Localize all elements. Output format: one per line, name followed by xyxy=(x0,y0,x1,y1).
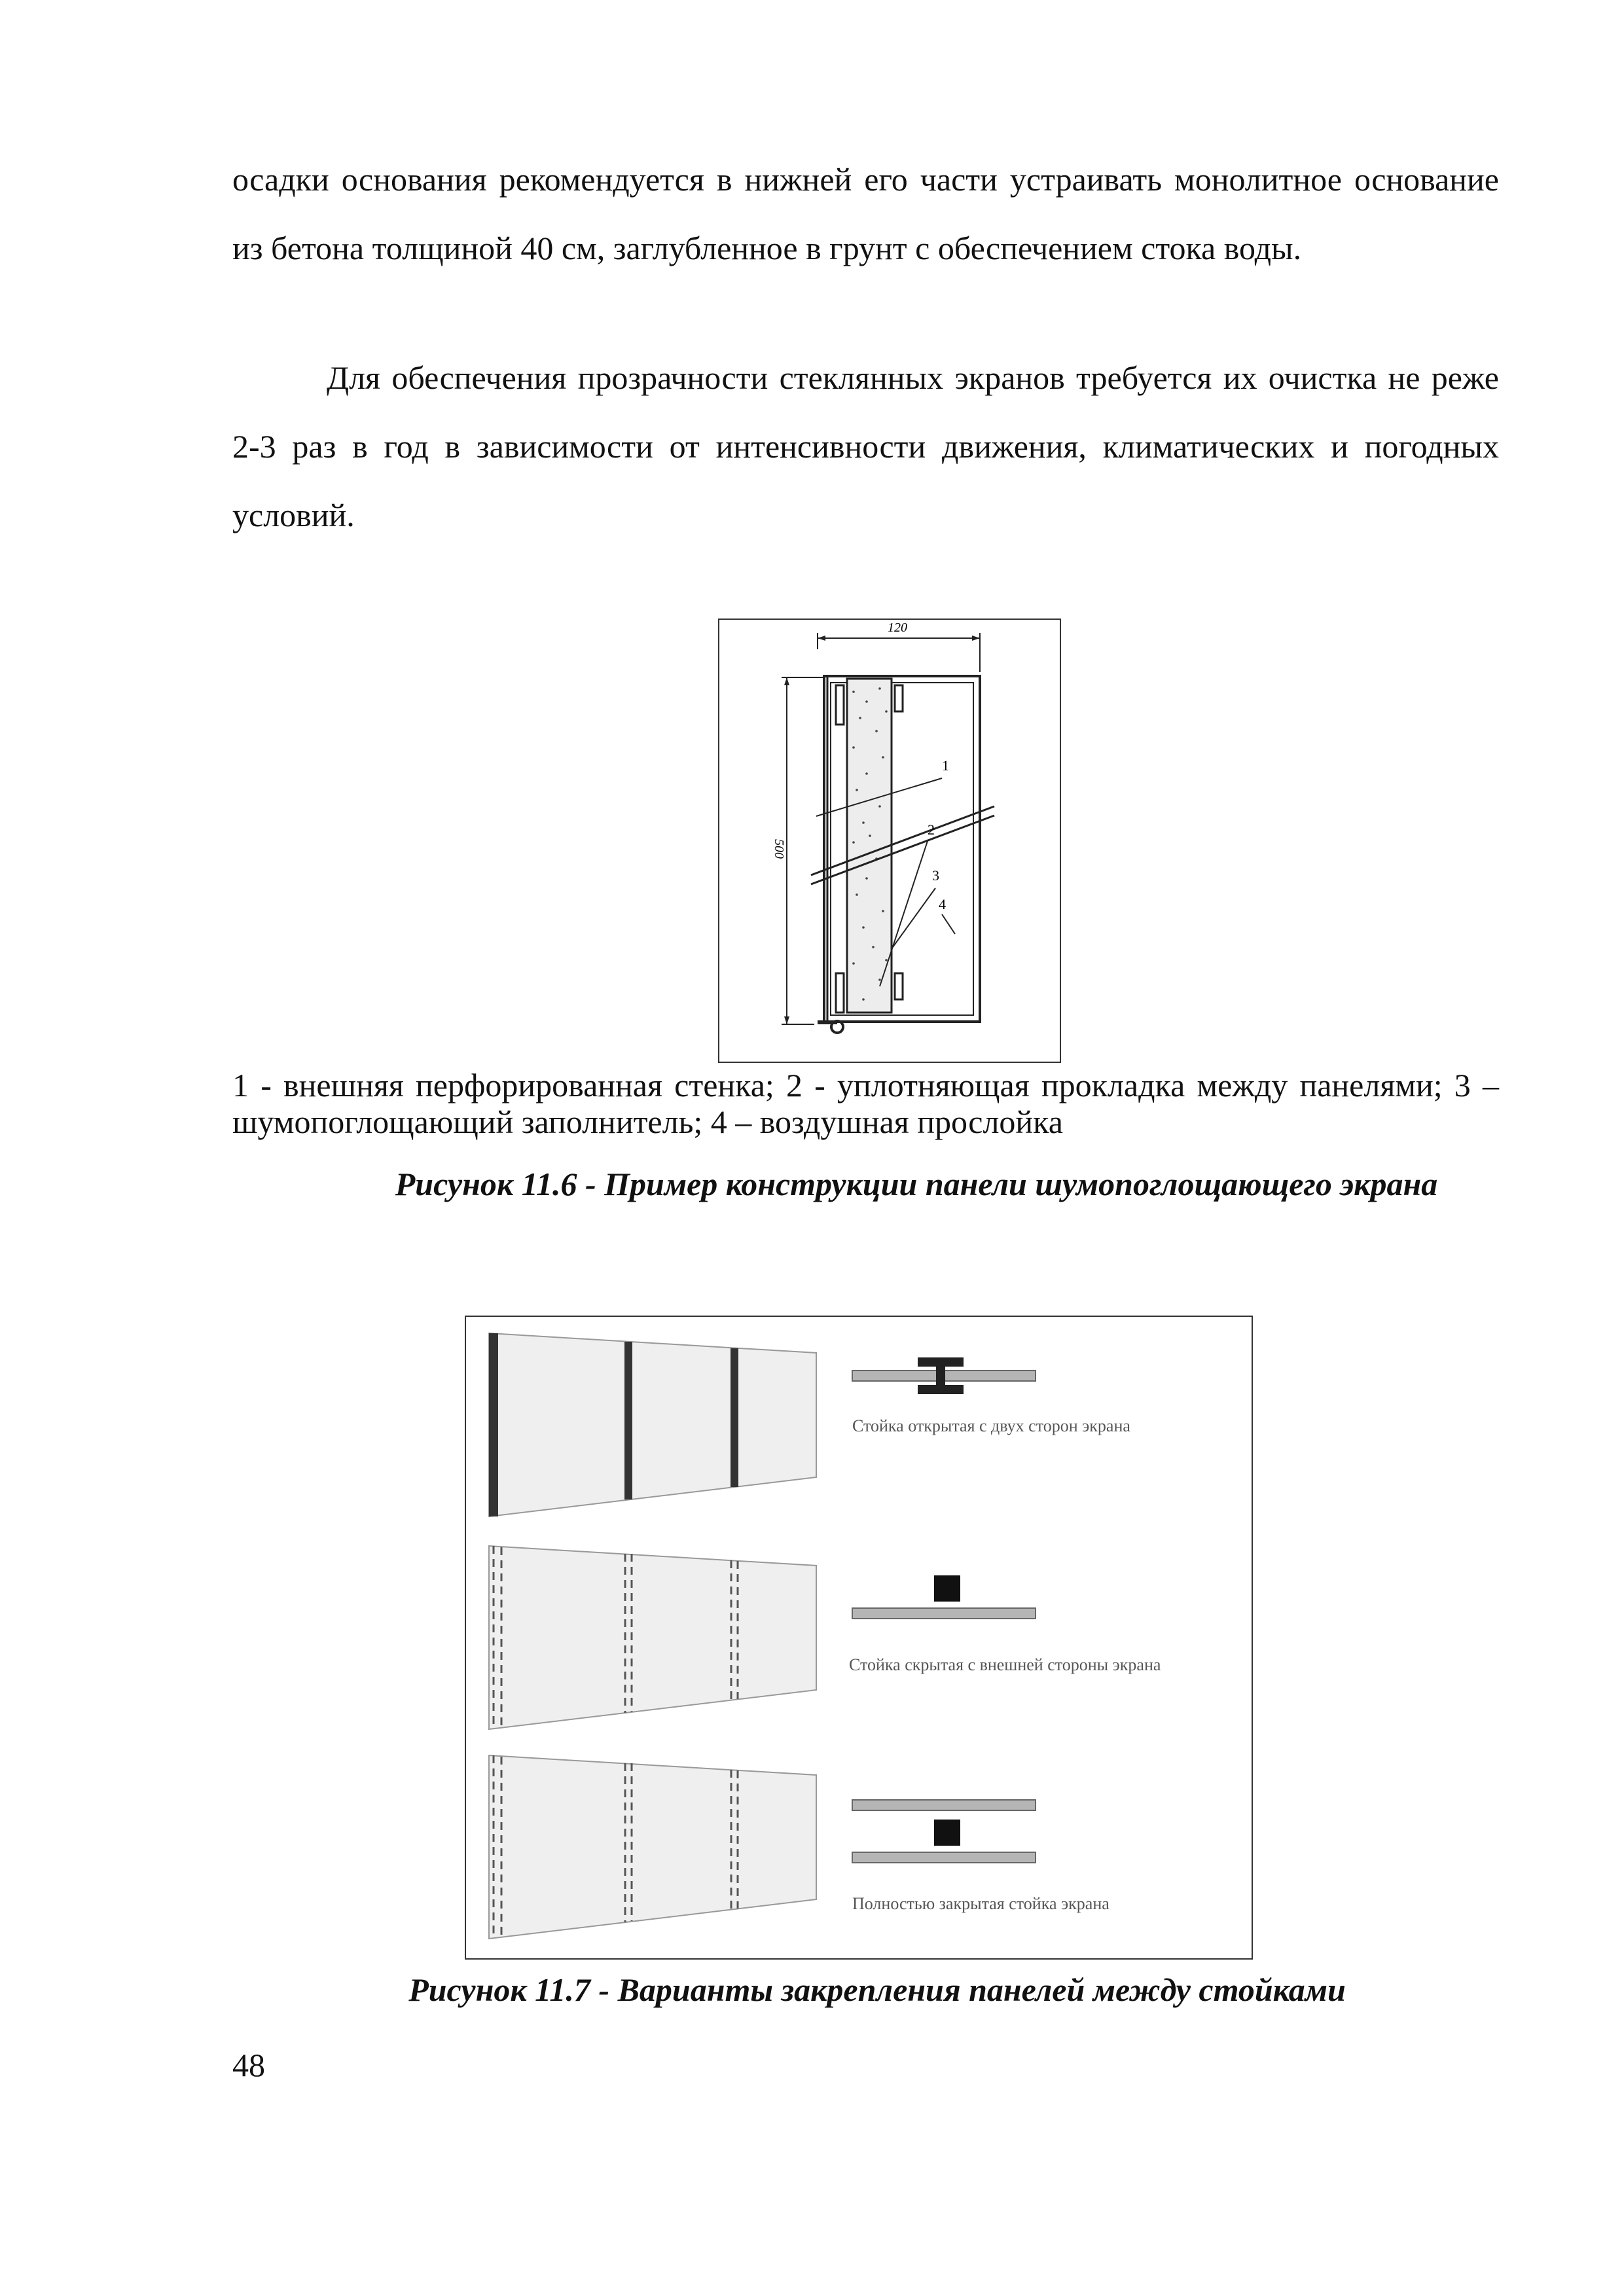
paragraph-foundation: осадки основания рекомендуется в нижней его части устраивать монолитное основание из бетона толщиной 40 см, заглубленное в грунт с обеспечением стока воды. xyxy=(232,161,1499,266)
figure1-caption: Рисунок 11.6 - Пример конструкции панели шумопоглощающего экрана xyxy=(395,1166,1438,1202)
label-1: 1 xyxy=(942,757,949,774)
variant-2-label: Стойка скрытая с внешней стороны экрана xyxy=(849,1655,1161,1674)
fastening-variants-drawing xyxy=(466,1317,1252,1958)
variant-1-panels xyxy=(489,1333,816,1516)
label-2: 2 xyxy=(928,821,935,838)
figure2-caption: Рисунок 11.7 - Варианты закрепления панелей между стойками xyxy=(408,1971,1346,2008)
variant-2-section xyxy=(852,1575,1036,1619)
figure1-legend: 1 - внешняя перфорированная стенка; 2 - уплотняющая прокладка между панелями; 3 – шумопоглощающий заполнитель; 4 – воздушная прослойка xyxy=(232,1067,1499,1140)
dim-height-label: 500 xyxy=(772,839,786,859)
panel-cross-section-drawing xyxy=(719,620,1060,1062)
figure-panel-construction xyxy=(718,619,1061,1063)
variant-3-label: Полностью закрытая стойка экрана xyxy=(852,1894,1110,1913)
variant-3-panels xyxy=(489,1755,816,1939)
label-4: 4 xyxy=(939,896,946,912)
page-number: 48 xyxy=(232,2047,265,2083)
variant-3-section xyxy=(852,1800,1036,1863)
paragraph-cleaning: Для обеспечения прозрачности стеклянных экранов требуется их очистка не реже 2-3 раз в год в зависимости от интенсивности движения, климатических и погодных условий. xyxy=(232,359,1499,533)
dim-width-label: 120 xyxy=(888,620,907,635)
figure-panel-fastening xyxy=(465,1316,1253,1960)
label-3: 3 xyxy=(932,867,939,884)
variant-1-section xyxy=(852,1357,1036,1394)
variant-2-panels xyxy=(489,1546,816,1729)
variant-1-label: Стойка открытая с двух сторон экрана xyxy=(852,1416,1130,1435)
